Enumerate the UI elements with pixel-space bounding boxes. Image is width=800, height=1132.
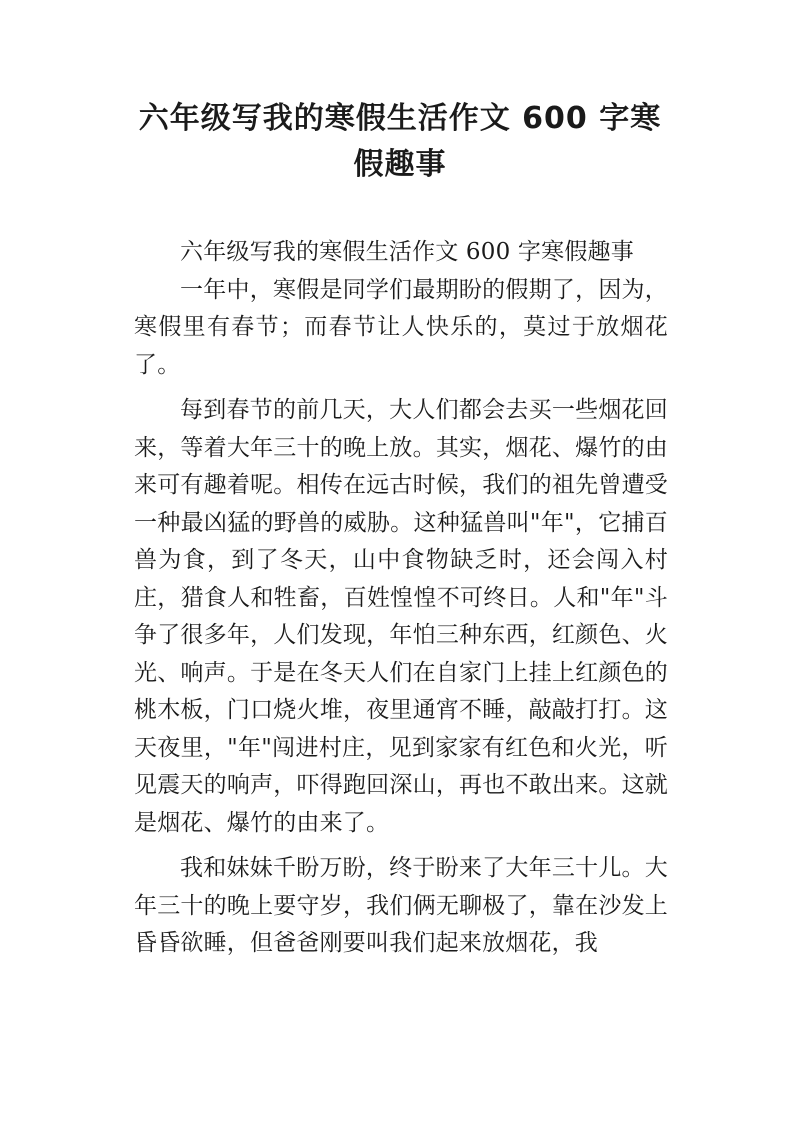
document-body (134, 234, 668, 963)
paragraph-legend: 每到春节的前几天，大人们都会去买一些烟花回来，等着大年三十的晚上放。其实，烟花、爆竹的由来可有趣着呢。相传在远古时候，我们的祖先曾遭受一种最凶猛的野兽的威胁。这种猛兽叫"年"，它捕百兽为食，到了冬天，山中食物缺乏时，还会闯入村庄，猎食人和牲畜，百姓惶惶不可终日。人和"年"斗争了很多年，人们发现，年怕三种东西，红颜色、火光、响声。于是在冬天人们在自家门上挂上红颜色的桃木板，门口烧火堆，夜里通宵不睡，敲敲打打。这天夜里，"年"闯进村庄，见到家家有红色和火光，听见震天的响声，吓得跑回深山，再也不敢出来。这就是烟花、爆竹的由来了。 (134, 397, 668, 836)
paragraph-intro: 一年中，寒假是同学们最期盼的假期了，因为，寒假里有春节；而春节让人快乐的，莫过于放烟花了。 (134, 276, 668, 378)
title-line-1: 六年级写我的寒假生活作文 600 字寒 (138, 101, 662, 136)
document-title (100, 96, 700, 188)
paragraph-subtitle: 六年级写我的寒假生活作文 600 字寒假趣事 (180, 239, 634, 265)
paragraph-new-year-eve: 我和妹妹千盼万盼，终于盼来了大年三十儿。大年三十的晚上要守岁，我们俩无聊极了，靠在沙发上昏昏欲睡，但爸爸刚要叫我们起来放烟花，我 (134, 855, 668, 956)
title-line-2: 假趣事 (353, 147, 447, 182)
